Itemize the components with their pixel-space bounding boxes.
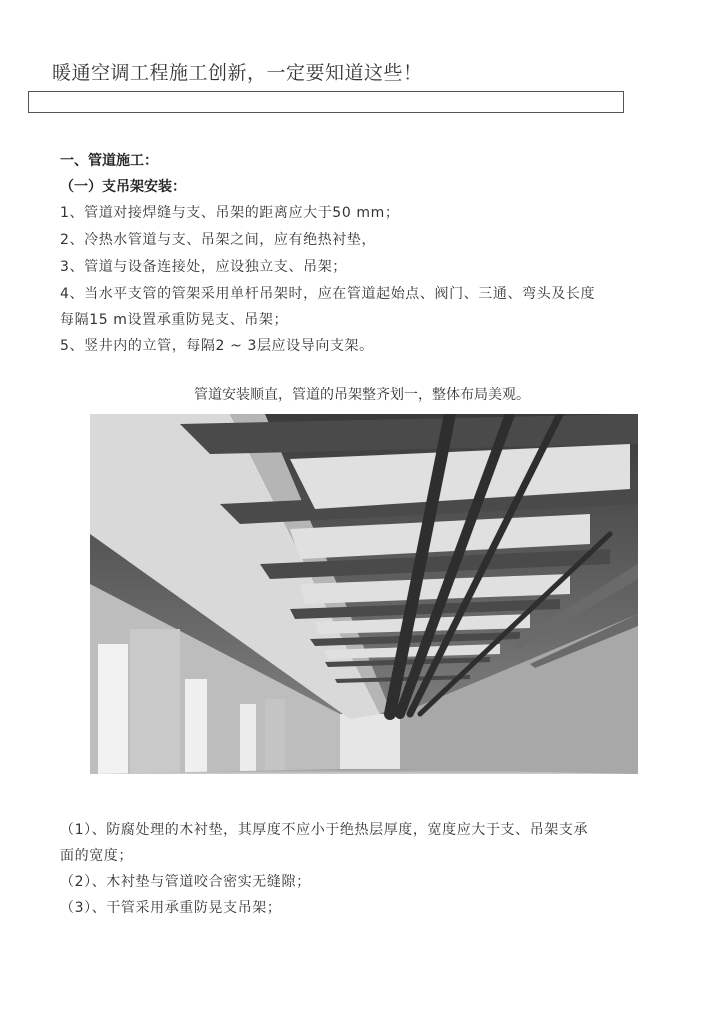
document-title: 暖通空调工程施工创新，一定要知道这些！ (52, 62, 423, 84)
photo-illustration (90, 414, 638, 774)
section-heading: 一、管道施工： (60, 153, 158, 169)
note-item: （1）、防腐处理的木衬垫，其厚度不应小于绝热层厚度，宽度应大于支、吊架支承 (60, 822, 589, 838)
list-item: 2、冷热水管道与支、吊架之间，应有绝热衬垫， (60, 232, 377, 248)
subsection-heading: （一）支吊架安装： (60, 179, 186, 195)
list-item: 1、管道对接焊缝与支、吊架的距离应大于50 mm； (60, 205, 400, 221)
list-item: 每隔15 m设置承重防晃支、吊架； (60, 312, 289, 328)
ceiling-pipes-photo (90, 414, 638, 774)
note-item: （3）、干管采用承重防晃支吊架； (60, 900, 282, 916)
image-caption: 管道安装顺直，管道的吊架整齐划一，整体布局美观。 (194, 387, 530, 403)
note-item: （2）、木衬垫与管道咬合密实无缝隙； (60, 874, 311, 890)
list-item: 5、竖井内的立管，每隔2 ~ 3层应设导向支架。 (60, 338, 374, 354)
list-item: 3、管道与设备连接处，应设独立支、吊架； (60, 259, 347, 275)
note-item: 面的宽度； (60, 848, 133, 864)
list-item: 4、当水平支管的管架采用单杆吊架时，应在管道起始点、阀门、三通、弯头及长度 (60, 286, 596, 302)
title-frame (28, 91, 624, 113)
